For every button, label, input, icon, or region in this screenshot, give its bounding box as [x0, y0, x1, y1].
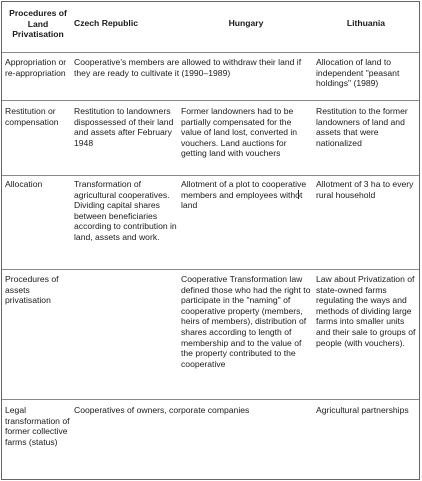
row-divider — [2, 269, 419, 270]
row-label-legal-transformation: Legal transformation of former collective farms (status) — [5, 405, 70, 447]
header-lithuania: Lithuania — [346, 18, 386, 28]
cell-hungary-assets: Cooperative Transformation law defined those who had the right to participate in the "naming" of cooperative property (members, heirs of members), distribution of shares according to length of membership and to the value of the property contributed to the cooperative — [181, 274, 311, 369]
row-label-allocation: Allocation — [5, 179, 43, 189]
cell-lithuania-allocation: Allotment of 3 ha to every rural household — [316, 179, 414, 200]
header-czech-republic: Czech Republic — [74, 18, 138, 28]
header-hungary: Hungary — [228, 18, 264, 28]
cell-lithuania-assets: Law about Privatization of state-owned farms regulating the ways and methods of dividing large farms into smaller units and their sale to groups of people (with vouchers). — [316, 274, 416, 348]
row-label-assets-privatisation: Procedures of assets privatisation — [5, 274, 59, 306]
hungary-allocation-text-b: t land — [181, 189, 303, 211]
row-label-restitution: Restitution or compensation — [5, 106, 59, 127]
cell-czech-hungary-appropriation: Cooperative's members are allowed to withdraw their land if they are ready to cultivate it (1990–1989) — [74, 57, 302, 78]
hungary-allocation-text-a: Allotment of a plot to cooperative members and employees witho — [181, 179, 307, 200]
text-cursor — [298, 190, 299, 199]
row-divider — [2, 100, 419, 101]
row-divider — [2, 175, 419, 176]
privatisation-table — [1, 1, 420, 480]
cell-czech-hungary-legal: Cooperatives of owners, corporate companies — [74, 405, 250, 415]
cell-hungary-allocation — [181, 179, 312, 211]
cell-czech-allocation: Transformation of agricultural cooperatives. Dividing capital shares between beneficiaries according to contribution in land, assets and work. — [74, 179, 177, 242]
cell-lithuania-appropriation: Allocation of land to independent "peasant holdings" (1989) — [316, 57, 400, 89]
cell-lithuania-legal: Agricultural partnerships — [316, 405, 409, 415]
row-label-appropriation: Appropriation or re-appropriation — [5, 57, 67, 78]
row-divider — [2, 52, 419, 53]
cell-hungary-restitution: Former landowners had to be partially compensated for the value of land lost, converted in vouchers. Land auctions for getting land with vouchers — [181, 106, 298, 159]
header-procedures: Procedures of Land Privatisation — [9, 8, 67, 40]
cell-lithuania-restitution: Restitution to the former landowners of land and assets that were nationalized — [316, 106, 408, 148]
row-divider — [2, 399, 419, 400]
cell-czech-restitution: Restitution to landowners dispossessed of their land and assets after February 1948 — [74, 106, 174, 148]
